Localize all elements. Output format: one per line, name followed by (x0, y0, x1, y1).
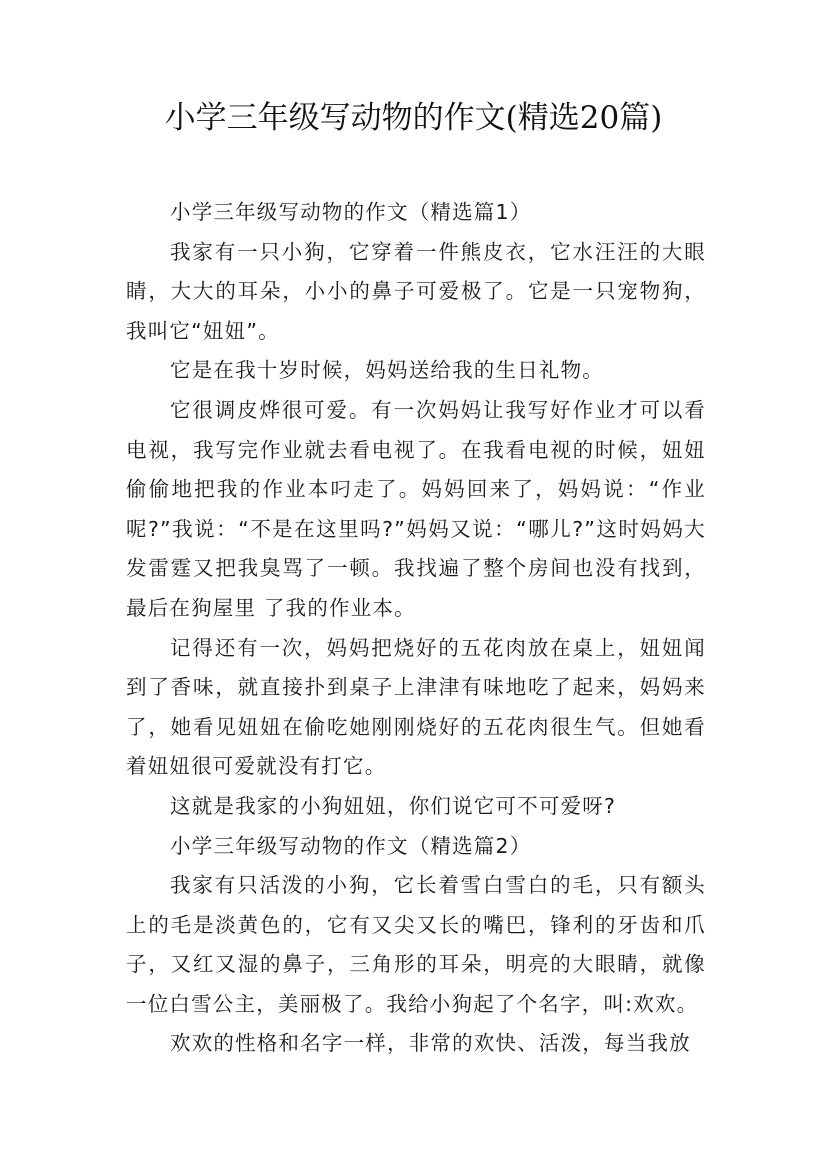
document-title: 小学三年级写动物的作文(精选20篇) (164, 100, 663, 136)
paragraph: 我家有只活泼的小狗，它长着雪白雪白的毛，只有额头上的毛是淡黄色的，它有又尖又长的嘴巴，锋利的牙齿和爪子，又红又湿的鼻子，三角形的耳朵，明亮的大眼睛，就像一位白雪公主，美丽极了。我给小狗起了个名字，叫:欢欢。 (126, 873, 706, 1016)
section-heading-1: 小学三年级写动物的作文（精选篇1） (170, 200, 532, 224)
document-body (126, 193, 706, 1064)
paragraph: 它很调皮烨很可爱。有一次妈妈让我写好作业才可以看电视，我写完作业就去看电视了。在我看电视的时候，妞妞偷偷地把我的作业本叼走了。妈妈回来了，妈妈说：“作业呢?”我说：“不是在这里吗?”妈妈又说：“哪儿?”这时妈妈大发雷霆又把我臭骂了一顿。我找遍了整个房间也没有找到，最后在狗屋里 了我的作业本。 (126, 397, 706, 620)
paragraph: 记得还有一次，妈妈把烧好的五花肉放在桌上，妞妞闻到了香味，就直接扑到桌子上津津有味地吃了起来，妈妈来了，她看见妞妞在偷吃她刚刚烧好的五花肉很生气。但她看着妞妞很可爱就没有打它。 (126, 635, 706, 779)
paragraph: 这就是我家的小狗妞妞，你们说它可不可爱呀? (170, 793, 617, 818)
paragraph: 我家有一只小狗，它穿着一件熊皮衣，它水汪汪的大眼睛，大大的耳朵，小小的鼻子可爱极了。它是一只宠物狗，我叫它“妞妞”。 (126, 239, 706, 343)
paragraph: 它是在我十岁时候，妈妈送给我的生日礼物。 (170, 358, 604, 383)
paragraph: 欢欢的性格和名字一样，非常的欢快、活泼，每当我放 (170, 1031, 691, 1056)
section-heading-2: 小学三年级写动物的作文（精选篇2） (170, 833, 532, 858)
